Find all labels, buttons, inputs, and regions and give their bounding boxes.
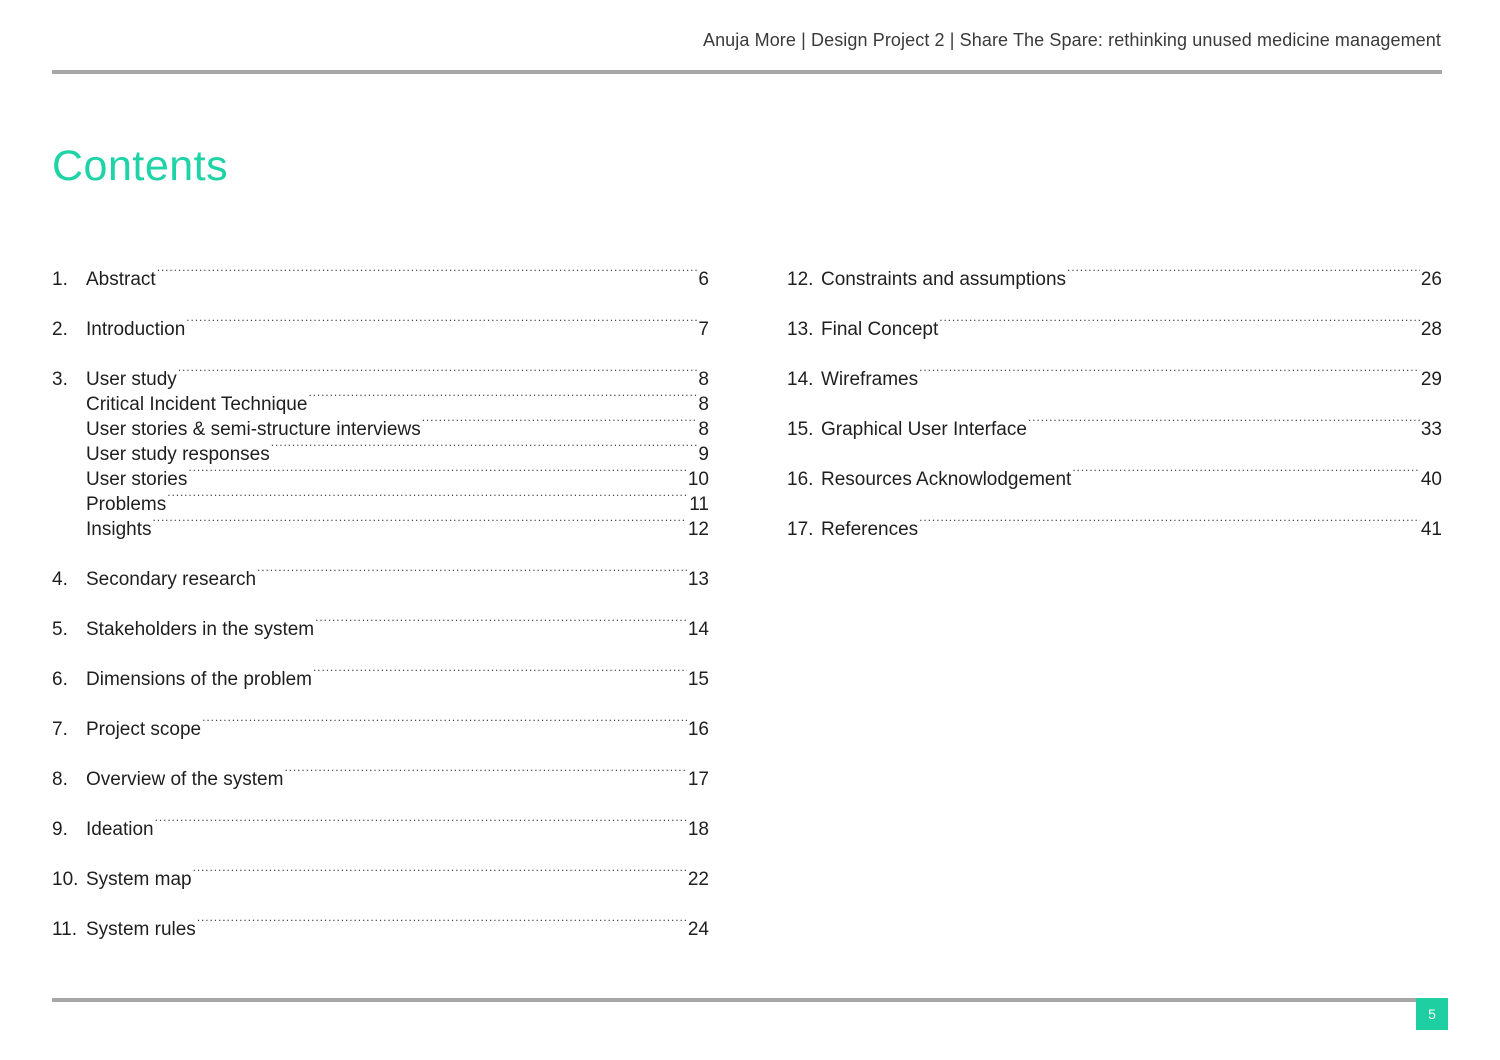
toc-entry-label: Dimensions of the problem — [86, 669, 312, 690]
footer-divider — [52, 998, 1416, 1002]
toc-dot-leader — [1072, 460, 1420, 485]
toc-entry-page: 28 — [1420, 319, 1442, 340]
toc-entry-page: 7 — [698, 319, 709, 340]
toc-entry-label: Project scope — [86, 719, 202, 740]
toc-entry-number: 1. — [52, 269, 68, 290]
toc-entry-label: Critical Incident Technique — [86, 394, 308, 415]
toc-entry-page: 24 — [687, 919, 709, 940]
toc-entry[interactable] — [787, 260, 1442, 290]
toc-entry-page: 11 — [689, 494, 709, 515]
toc-dot-leader — [197, 910, 687, 935]
toc-entry-page: 15 — [687, 669, 709, 690]
toc-entry[interactable] — [52, 910, 709, 940]
toc-entry-number: 14. — [787, 369, 814, 390]
toc-entry-page: 8 — [698, 369, 709, 390]
toc-dot-leader — [257, 560, 687, 585]
toc-entry-number: 11. — [52, 919, 78, 940]
toc-entry-page: 10 — [687, 469, 709, 490]
toc-entry-number: 13. — [787, 319, 814, 340]
toc-entry-page: 41 — [1420, 519, 1442, 540]
toc-entry-number: 6. — [52, 669, 68, 690]
toc-entry-label: Wireframes — [821, 369, 919, 390]
toc-entry[interactable] — [787, 410, 1442, 440]
toc-entry-label: Problems — [86, 494, 167, 515]
toc-entry-page: 33 — [1420, 419, 1442, 440]
toc-entry-number: 2. — [52, 319, 68, 340]
toc-dot-leader — [284, 760, 686, 785]
toc-dot-leader — [919, 360, 1420, 385]
toc-entry[interactable] — [52, 710, 709, 740]
toc-entry-label: System rules — [86, 919, 196, 940]
toc-entry-page: 9 — [698, 444, 709, 465]
toc-entry-page: 12 — [687, 519, 709, 540]
toc-entry-page: 26 — [1420, 269, 1442, 290]
toc-entry[interactable] — [52, 560, 709, 590]
toc-entry-page: 14 — [687, 619, 709, 640]
toc-entry-label: References — [821, 519, 919, 540]
toc-entry-label: Resources Acknowlodgement — [821, 469, 1072, 490]
toc-entry-number: 8. — [52, 769, 68, 790]
toc-entry-label: Constraints and assumptions — [821, 269, 1067, 290]
page-title: Contents — [52, 142, 229, 190]
toc-dot-leader — [202, 710, 687, 735]
toc-entry-label: Graphical User Interface — [821, 419, 1027, 440]
toc-entry-page: 18 — [687, 819, 709, 840]
toc-entry[interactable] — [52, 260, 709, 290]
toc-entry-label: User stories & semi-structure interviews — [86, 419, 421, 440]
page-number-badge: 5 — [1416, 998, 1448, 1030]
toc-entry-page: 8 — [698, 394, 709, 415]
toc-entry-number: 4. — [52, 569, 68, 590]
toc-entry[interactable] — [787, 460, 1442, 490]
toc-dot-leader — [919, 510, 1420, 535]
toc-entry-number: 7. — [52, 719, 68, 740]
toc-entry-label: User study responses — [86, 444, 270, 465]
toc-entry-label: Final Concept — [821, 319, 939, 340]
toc-entry[interactable] — [52, 660, 709, 690]
toc-dot-leader — [186, 310, 697, 335]
toc-dot-leader — [167, 485, 688, 510]
toc-entry-page: 8 — [698, 419, 709, 440]
toc-entry-number: 17. — [787, 519, 814, 540]
toc-dot-leader — [313, 660, 687, 685]
toc-entry-label: Overview of the system — [86, 769, 284, 790]
toc-dot-leader — [271, 435, 698, 460]
toc-entry[interactable] — [52, 310, 709, 340]
toc-entry[interactable] — [52, 360, 709, 390]
toc-dot-leader — [155, 810, 687, 835]
toc-dot-leader — [1028, 410, 1420, 435]
toc-dot-leader — [939, 310, 1420, 335]
toc-entry-label: System map — [86, 869, 192, 890]
toc-entry-label: User stories — [86, 469, 188, 490]
toc-entry[interactable] — [787, 360, 1442, 390]
toc-dot-leader — [188, 460, 687, 485]
toc-dot-leader — [178, 360, 698, 385]
toc-dot-leader — [308, 385, 697, 410]
toc-dot-leader — [1067, 260, 1420, 285]
toc-entry[interactable] — [52, 760, 709, 790]
toc-entry-number: 10. — [52, 869, 79, 890]
toc-entry-number: 12. — [787, 269, 814, 290]
toc-entry-number: 3. — [52, 369, 68, 390]
toc-entry-page: 6 — [698, 269, 709, 290]
toc-entry-label: Insights — [86, 519, 152, 540]
toc-entry-page: 40 — [1420, 469, 1442, 490]
toc-entry[interactable] — [52, 610, 709, 640]
header-divider — [52, 70, 1442, 74]
toc-dot-leader — [193, 860, 687, 885]
toc-entry-number: 5. — [52, 619, 68, 640]
toc-dot-leader — [422, 410, 698, 435]
toc-entry-page: 29 — [1420, 369, 1442, 390]
toc-entry-number: 15. — [787, 419, 814, 440]
toc-entry-label: Ideation — [86, 819, 154, 840]
toc-entry-label: Abstract — [86, 269, 156, 290]
running-header: Anuja More | Design Project 2 | Share The Spare: rethinking unused medicine management — [702, 30, 1441, 50]
toc-entry[interactable] — [52, 810, 709, 840]
toc-entry-label: Introduction — [86, 319, 186, 340]
toc-entry-label: User study — [86, 369, 177, 390]
toc-entry-page: 16 — [687, 719, 709, 740]
toc-entry-label: Stakeholders in the system — [86, 619, 315, 640]
toc-entry-number: 9. — [52, 819, 68, 840]
toc-entry-number: 16. — [787, 469, 814, 490]
toc-dot-leader — [315, 610, 687, 635]
toc-dot-leader — [157, 260, 698, 285]
toc-entry-page: 13 — [687, 569, 709, 590]
toc-entry[interactable] — [787, 510, 1442, 540]
toc-entry-page: 22 — [687, 869, 709, 890]
toc-column-right — [787, 260, 1442, 540]
toc-entry[interactable] — [52, 860, 709, 890]
toc-entry[interactable] — [787, 310, 1442, 340]
toc-column-left — [52, 260, 709, 940]
toc-dot-leader — [152, 510, 686, 535]
toc-entry-label: Secondary research — [86, 569, 257, 590]
toc-entry-page: 17 — [687, 769, 709, 790]
